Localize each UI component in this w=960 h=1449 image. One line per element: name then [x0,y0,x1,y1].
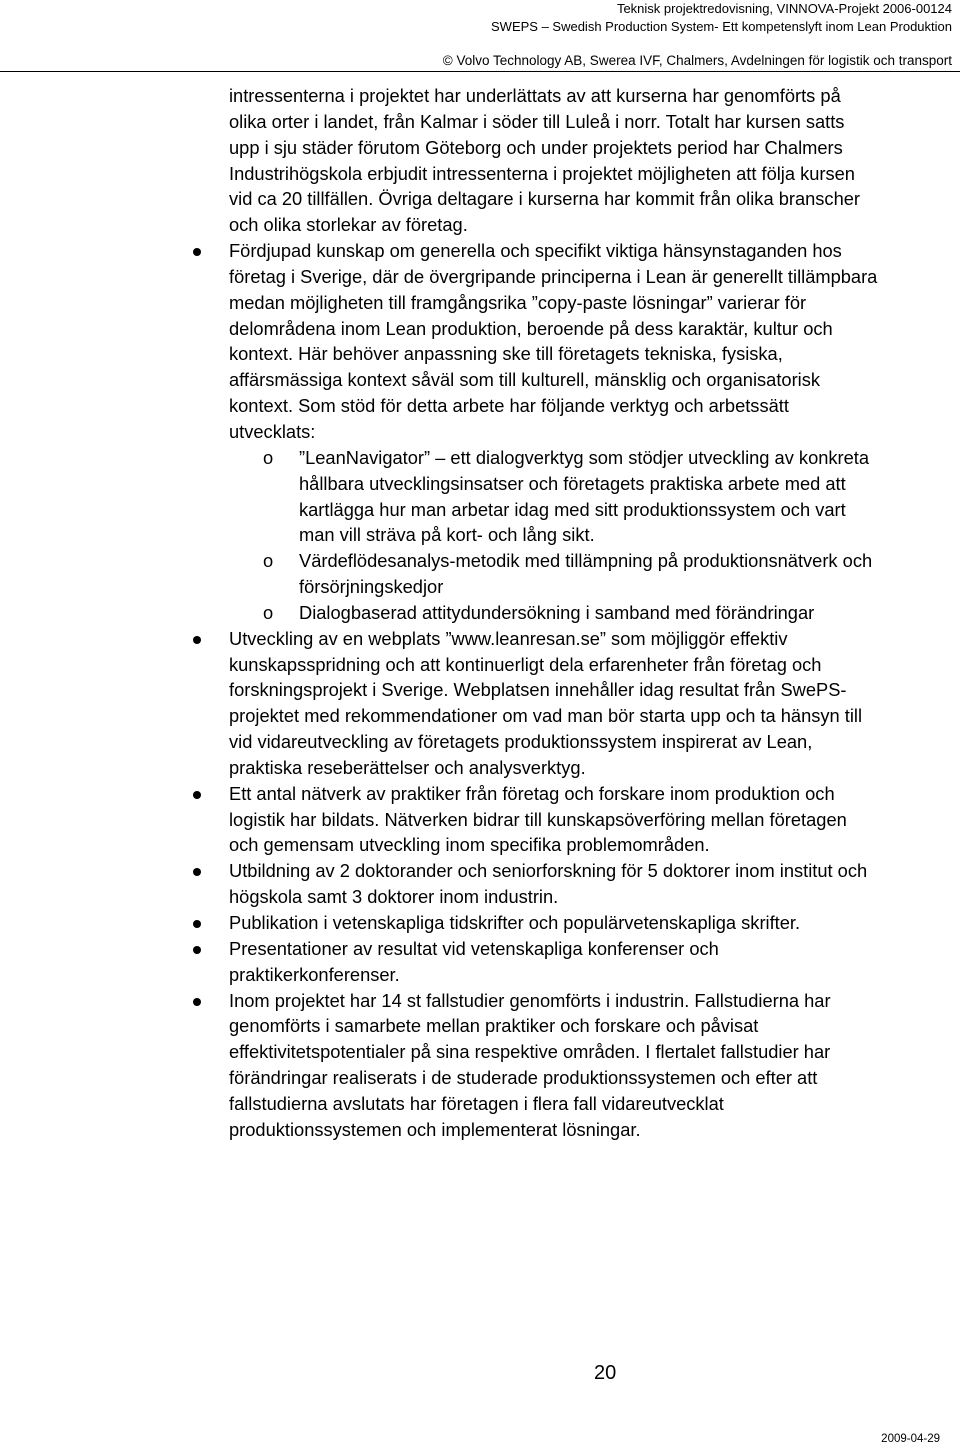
bullet-item: Ett antal nätverk av praktiker från företag och forskare inom produktion och logistik har bildats. Nätverken bidrar till kunskapsöverföring mellan företagen och gemensam utveckling inom specifika problemområden. [229,781,879,859]
sub-item-text: Värdeflödesanalys-metodik med tillämpning på produktionsnätverk och försörjningskedjor [299,550,873,598]
bullet-item: Utveckling av en webplats ”www.leanresan.se” som möjliggör effektiv kunskapsspridning och att kontinuerligt dela erfarenheter från företag och forskningsprojekt i Sverige. Webplatsen innehåller idag resultat från SwePS-projektet med rekommendationer om vad man bör starta upp och ta hänsyn till vid vidareutveckling av företagets produktionssystem inspirerat av Lean, praktiska reseberättelser och analysverktyg. [229,626,879,781]
sub-item-text: ”LeanNavigator” – ett dialogverktyg som stödjer utveckling av konkreta hållbara utvecklingsinsatser och företagets praktiska arbete med att kartlägga hur man arbetar idag med sitt produktionssystem och vart man vill sträva på kort- och lång sikt. [299,446,870,546]
sub-list-item [229,600,879,626]
page-number: 20 [594,1362,617,1384]
bullet-item: Presentationer av resultat vid vetenskapliga konferenser och praktikerkonferenser. [229,936,879,988]
bullet-item: Utbildning av 2 doktorander och seniorforskning för 5 doktorer inom institut och högskola samt 3 doktorer inom industrin. [229,858,879,910]
header-copyright: © Volvo Technology AB, Swerea IVF, Chalmers, Avdelningen för logistik och transport [442,53,952,68]
bullet-item: Publikation i vetenskapliga tidskrifter och populärvetenskapliga skrifter. [229,910,879,936]
header-project-title: Teknisk projektredovisning, VINNOVA-Projekt 2006-00124 [616,1,952,16]
page-header [443,0,952,70]
sub-list-item [229,548,879,600]
sub-bullet-marker: o [263,446,274,468]
sub-bullet-marker: o [263,601,274,623]
bullet-item: Inom projektet har 14 st fallstudier genomförts i industrin. Fallstudierna har genomförts i samarbete mellan praktiker och forskare och påvisat effektivitetspotentialer på sina respektive områden. I flertalet fallstudier har förändringar realiserats i de studerade produktionssystemen och efter att fallstudierna avslutats har företagen i flera fall vidareutvecklat produktionssystemen och implementerat lösningar. [229,988,879,1143]
intro-paragraph: intressenterna i projektet har underlättats av att kurserna har genomförts på olika orter i landet, från Kalmar i söder till Luleå i norr. Totalt har kursen satts upp i sju städer förutom Göteborg och under projektets period har Chalmers Industrihögskola erbjudit intressenterna i projektet möjligheten att följa kursen vid ca 20 tillfällen. Övriga deltagare i kurserna har kommit från olika branscher och olika storlekar av företag. [229,85,860,236]
header-divider [0,71,960,72]
sub-bullet-marker: o [263,550,274,572]
sub-item-text: Dialogbaserad attitydundersökning i samband med förändringar [299,601,815,623]
footer-date: 2009-04-29 [881,1433,940,1445]
sub-list-item [229,445,879,548]
header-project-subtitle: SWEPS – Swedish Production System- Ett kompetenslyft inom Lean Produktion [491,19,952,34]
bullet-item: Fördjupad kunskap om generella och specifikt viktiga hänsynstaganden hos företag i Sverige, där de övergripande principerna i Lean är generellt tillämpbara medan möjligheten till framgångsrika ”copy-paste lösningar” varierar för delområdena inom Lean produktion, beroende på dess karaktär, kultur och kontext. Här behöver anpassning ske till företagets tekniska, fysiska, affärsmässiga kontext såväl som till kulturell, mänsklig och organisatorisk kontext. Som stöd för detta arbete har följande verktyg och arbetssätt utvecklats: [229,238,879,445]
document-body [229,83,879,1143]
